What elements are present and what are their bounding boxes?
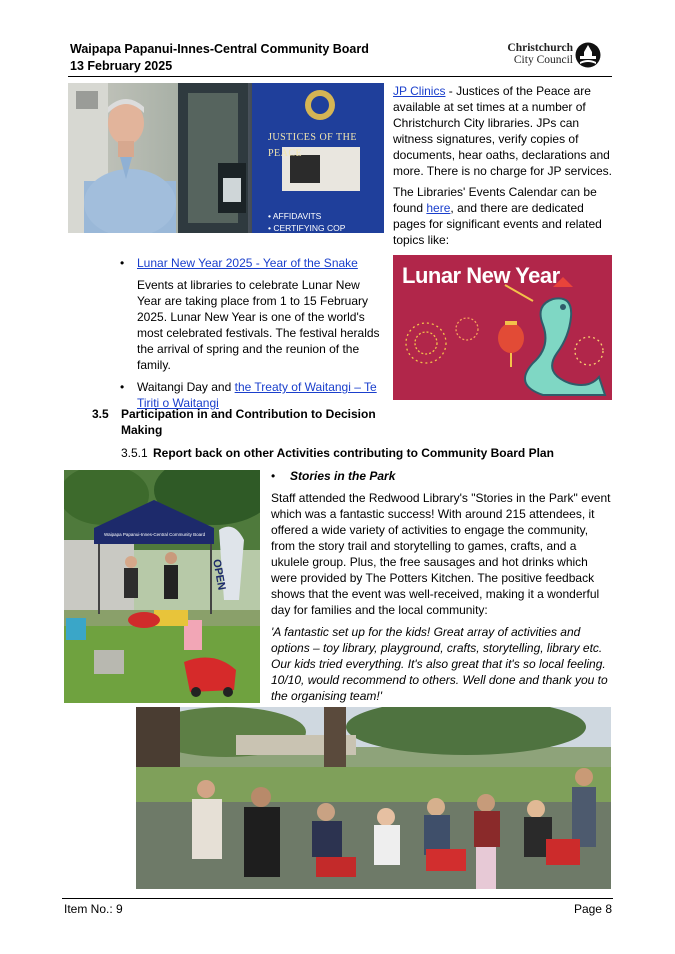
header-rule [68,76,612,77]
cathedral-emblem-icon [575,42,601,68]
section-title: Participation in and Contribution to Decision Making [121,407,376,437]
lunar-image-title: Lunar New Year [402,263,560,288]
stories-bullet [271,468,615,484]
gazebo-banner-text: Waipapa Papanui-Innes-Central Community Board [104,532,206,537]
jp-photo [68,83,384,233]
stories-park-gazebo-photo [64,470,260,703]
section-number: 3.5 [92,407,109,421]
storytelling-crowd-photo [136,707,611,889]
stories-heading: Stories in the Park [290,469,396,483]
jp-description: - Justices of the Peace are available at set times at a number of Christchurch City libraries. JPs can witness signatures, verify copies of documents, hear oaths, declarations and more. There is no charge for JP services. [393,84,612,178]
jp-clinics-link[interactable]: JP Clinics [393,84,446,98]
jp-sign-heading: JUSTICES OF THE PEACE [268,132,357,159]
treaty-of-waitangi-link[interactable]: the Treaty of Waitangi – Te Tiriti o Waitangi [137,380,377,410]
lunar-list-item [120,255,384,373]
lunar-new-year-link[interactable]: Lunar New Year 2025 - Year of the Snake [137,256,358,270]
logo-line2: City Council [513,54,573,66]
footer-rule [62,898,613,899]
jp-paragraph [393,83,615,179]
events-text-before: The Libraries' Events Calendar can be found [393,185,597,215]
item-number: Item No.: 9 [64,902,123,916]
page-number: Page 8 [573,902,612,916]
stories-body: Staff attended the Redwood Library's "Stories in the Park" event which was a fantastic success! With around 215 attendees, it offered a wide variety of activities to engage the community, from the story trail and storytelling to games, crafts, and a ukulele group. Plus, the free sausages and hot drinks which were provided by The Potters Kitchen. The positive feedback shows that the event was well-received, making it a wonderful day for families and the local community: [271,491,611,617]
subsection-title: Report back on other Activities contributing to Community Board Plan [153,446,554,460]
logo-line1: Christchurch [507,42,573,54]
stories-heading-item [271,468,615,484]
jp-sign-item1: • AFFIDAVITS [268,211,322,221]
events-bullet-list [120,255,384,411]
subsection-number: 3.5.1 [121,446,148,460]
lunar-new-year-image [393,255,612,400]
jp-sign-item2: • CERTIFYING COP [268,223,346,233]
council-logo [497,41,609,71]
flag-banner-text: OPEN [210,558,228,592]
meeting-date: 13 February 2025 [70,59,173,73]
waitangi-text: Waitangi Day and [137,380,235,394]
board-name: Waipapa Papanui-Innes-Central Community Board [70,42,369,56]
lunar-description: Events at libraries to celebrate Lunar New Year are taking place from 1 to 15 February 2025. Lunar New Year is one of the world's most celebrated festivals. The festival heralds the arrival of spring and the reunion of the family. [137,278,380,372]
events-calendar-link[interactable]: here [426,201,451,215]
stories-feedback-quote: 'A fantastic set up for the kids! Great array of activities and options – toy library, playground, crafts, storytelling, library etc. Our kids tried everything. It's also great that it's so local feeling. 10/10, would recommend to others. Well done and thank you to the organising team!' [271,625,608,703]
document-header [70,41,430,75]
events-text-after: , and there are dedicated pages for significant events and related topics like: [393,201,602,247]
events-paragraph [393,184,611,248]
